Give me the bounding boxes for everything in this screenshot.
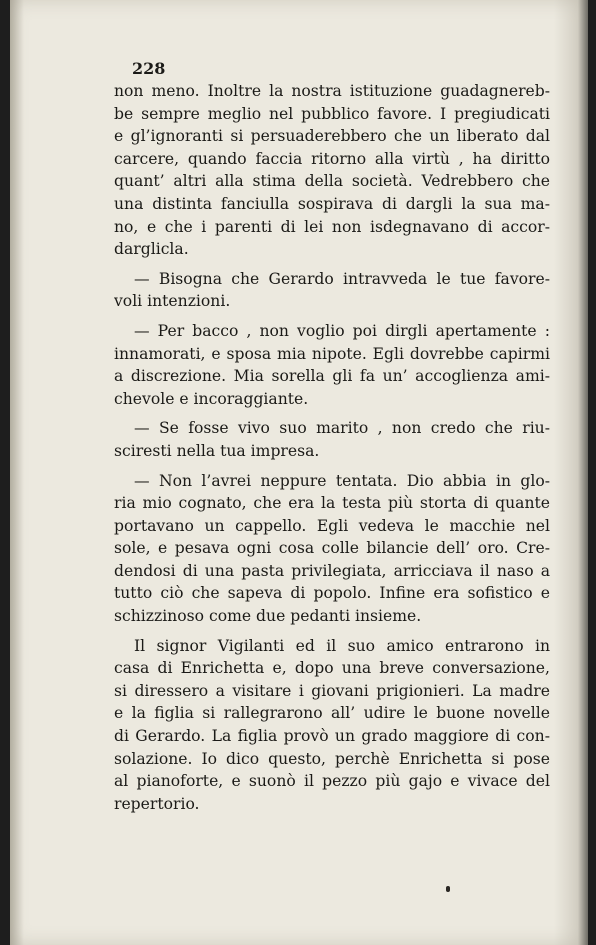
text-line: carcere, quando faccia ritorno alla virtù , ha diritto (114, 149, 550, 168)
text-line: portavano un cappello. Egli vedeva le macchie nel (114, 516, 550, 535)
text-line: una distinta fanciulla sospirava di dargli la sua ma- (114, 194, 550, 213)
text-line: innamorati, e sposa mia nipote. Egli dovrebbe capirmi (114, 344, 550, 363)
paragraph (114, 417, 550, 462)
text-line: si diressero a visitare i giovani prigionieri. La madre (114, 681, 550, 700)
paragraph (114, 80, 550, 261)
text-line: be sempre meglio nel pubblico favore. I pregiudicati (114, 104, 550, 123)
text-line: di Gerardo. La figlia provò un grado maggiore di con- (114, 727, 550, 746)
text-line: — Se fosse vivo suo marito , non credo che riu- (134, 419, 550, 438)
text-line: chevole e incoraggiante. (114, 389, 309, 408)
text-line: — Non l’avrei neppure tentata. Dio abbia in glo- (134, 471, 550, 490)
text-line: darglicla. (114, 240, 189, 259)
text-line: sole, e pesava ogni cosa colle bilancie dell’ oro. Cre- (114, 539, 550, 558)
text-line: repertorio. (114, 794, 200, 813)
text-line: quant’ altri alla stima della società. Vedrebbero che (114, 172, 550, 191)
page-text (114, 58, 550, 815)
text-line: non meno. Inoltre la nostra istituzione guadagnereb- (114, 82, 550, 100)
text-line: sciresti nella tua impresa. (114, 441, 320, 460)
paragraph (114, 635, 550, 816)
text-line: casa di Enrichetta e, dopo una breve conversazione, (114, 659, 550, 678)
page-edge-shadow (554, 0, 588, 945)
text-line: e gl’ignoranti si persuaderebbero che un liberato dal (114, 127, 550, 146)
text-line: a discrezione. Mia sorella gli fa un’ accoglienza ami- (114, 367, 550, 386)
ink-speck (446, 886, 450, 892)
text-line: tutto ciò che sapeva di popolo. Infine era sofistico e (114, 584, 550, 603)
text-line: e la figlia si rallegrarono all’ udire le buone novelle (114, 704, 550, 723)
paragraph (114, 470, 550, 628)
text-line: — Per bacco , non voglio poi dirgli apertamente : (134, 321, 550, 340)
text-line: dendosi di una pasta privilegiata, arricciava il naso a (114, 561, 550, 580)
text-line: schizzinoso come due pedanti insieme. (114, 607, 422, 626)
text-line: — Bisogna che Gerardo intravveda le tue favore- (134, 269, 550, 288)
text-line: no, e che i parenti di lei non isdegnavano di accor- (114, 217, 550, 236)
text-line: voli intenzioni. (114, 292, 231, 311)
book-page (10, 0, 588, 945)
paragraph (114, 268, 550, 313)
text-line: solazione. Io dico questo, perchè Enrichetta si pose (114, 749, 550, 768)
page-gutter-shadow (10, 0, 24, 945)
page-number: 228 (132, 59, 166, 78)
text-line: ria mio cognato, che era la testa più storta di quante (114, 494, 550, 513)
paragraph (114, 320, 550, 410)
text-line: Il signor Vigilanti ed il suo amico entrarono in (134, 636, 550, 655)
text-line: al pianoforte, e suonò il pezzo più gajo e vivace del (114, 772, 550, 791)
